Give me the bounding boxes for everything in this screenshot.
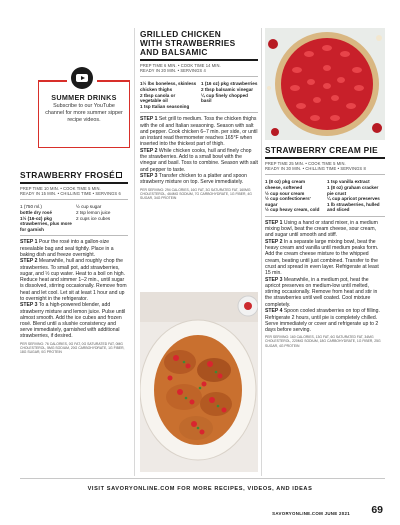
ingredients-right xyxy=(201,81,258,109)
recipe-title: STRAWBERRY CREAM PIE xyxy=(265,145,378,155)
recipe-grilled-chicken xyxy=(140,30,258,201)
ingredients-rule xyxy=(20,199,128,200)
meta-line: READY IN 20 MIN. • SERVINGS 4 xyxy=(140,68,206,74)
promo-title: SUMMER DRINKS xyxy=(51,93,117,102)
ingredients-list xyxy=(140,81,258,109)
ingredient: ¼ cup apricot preserves xyxy=(327,196,380,202)
strawberry-pie-image xyxy=(265,28,385,140)
ingredients-left xyxy=(20,204,72,232)
step: STEP 3 To a high-powered blender, add strawberry mixture and lemon juice. Pulse until almost smooth. Add the ice cubes and frozen rosé. Blend until a slushie consistency and serve immediately, garnished with additional strawberries, if desired. xyxy=(20,302,126,340)
recipe-meta xyxy=(140,63,258,73)
step: STEP 3 Meanwhile, in a medium pot, heat the apricot preserves on medium-low until melted, stirring occasionally. Remove from heat and stir in the strawberries until well coated. Cool mixture completely. xyxy=(265,276,378,308)
nutrition-info: PER SERVING: 294 CALORIES, 16G FAT, 3G SATURATED FAT, 160MG CHOLESTEROL, 464MG SODIUM, 7G CARBOHYDRATE, 1G FIBER, 4G SUGAR, 34G PROTEIN xyxy=(140,187,252,201)
ingredients-left xyxy=(140,81,197,109)
ingredients-rule xyxy=(140,112,258,113)
ingredient: 2 tbsp canola or vegetable oil xyxy=(140,92,176,104)
ingredient: 1 lb strawberries, hulled and sliced xyxy=(327,201,380,213)
meta-line: PREP TIME 25 MIN. • COOK TIME 5 MIN. xyxy=(265,161,346,166)
step: STEP 2 In a separate large mixing bowl, beat the heavy cream and vanilla until medium peaks form. Add the cream cheese mixture to the whipped cream, beating until just combined. Transfer to the crust and spread in even layer. Refrigerate at least 15 min. xyxy=(265,239,379,277)
ingredients-rule xyxy=(265,216,385,217)
meta-line: PREP TIME 6 MIN. • COOK TIME 14 MIN. xyxy=(140,63,221,68)
ingredients-list xyxy=(265,179,385,213)
recipe-meta xyxy=(265,161,385,171)
recipe-title: STRAWBERRY FROSÉ xyxy=(20,170,116,180)
meta-line: PREP TIME 10 MIN. • COOK TIME 5 MIN. xyxy=(20,186,101,191)
ingredient: ½ cup confectioners' sugar xyxy=(265,196,311,207)
ingredients-rule xyxy=(140,76,258,77)
ingredient: ½ cup sugar xyxy=(76,204,102,210)
ingredient: 2 tsp lemon juice xyxy=(76,210,111,215)
meta-line: READY IN 30 MIN. • CHILLING TIME • SERVINGS 8 xyxy=(265,166,366,172)
footer-rule xyxy=(20,478,385,479)
title-rule xyxy=(265,157,385,159)
recipe-title: GRILLED CHICKEN xyxy=(140,29,222,39)
ingredient: 1 tsp vanilla extract xyxy=(327,179,370,185)
recipe-card-icon xyxy=(116,172,122,178)
step: STEP 2 While chicken cooks, hull and finely chop the strawberries. Add to a small bowl with the vinegar and basil. Toss to combine. Season with salt and pepper to taste. xyxy=(140,147,258,173)
recipe-strawberry-frose xyxy=(20,171,128,355)
footer-masthead: SAVORYONLINE.COM JUNE 2021 xyxy=(272,511,350,516)
ingredient: 2 tbsp balsamic vinegar xyxy=(201,87,254,92)
ingredients-rule xyxy=(20,235,128,236)
ingredient: 1 tsp Italian seasoning xyxy=(140,103,190,109)
meta-line: READY IN 15 MIN. • CHILLING TIME • SERVINGS 6 xyxy=(20,191,121,197)
page-number: 69 xyxy=(371,504,383,516)
column-divider xyxy=(261,28,262,476)
title-rule xyxy=(140,59,258,61)
chicken-plate-image xyxy=(140,292,258,472)
ingredients-list xyxy=(20,204,128,232)
ingredient: 1½ (16-oz) pkg strawberries, plus more for garnish xyxy=(20,215,72,232)
ingredient: ½ cup heavy cream, cold xyxy=(265,207,320,213)
ingredients-left xyxy=(265,179,323,213)
recipe-title: AND BALSAMIC xyxy=(140,47,208,57)
ingredient: bottle dry rosé xyxy=(20,210,52,215)
nutrition-info: PER SERVING: 160 CALORIES, 13G FAT, 6G SATURATED FAT, 34MG CHOLESTEROL, 220MG SODIUM, 18G CARBOHYDRATE, 1G FIBER, 25G SUGAR, 4G PROTEIN xyxy=(265,335,381,348)
ingredients-right xyxy=(327,179,385,213)
pie-photo xyxy=(265,28,385,140)
ingredients-right xyxy=(76,204,128,232)
recipe-steps xyxy=(265,220,385,333)
step: STEP 1 Set grill to medium. Toss the chicken thighs with the oil and Italian seasoning. Season with salt and pepper. Cook chicken 6–7 min. per side, or until an instant read thermometer reaches 165°F when inserted into the thickest part of thigh. xyxy=(140,116,258,148)
step: STEP 4 Spoon cooled strawberries on top of filling. Refrigerate 2 hours, until pie is completely chilled. Serve immediately or cover and refrigerate up to 2 days before serving. xyxy=(265,308,380,333)
ingredients-rule xyxy=(265,174,385,175)
promo-body: Subscribe to our YouTube channel for more summer sipper recipe videos. xyxy=(45,103,123,123)
ingredient: 1 (8 oz) graham cracker pie crust xyxy=(327,185,379,196)
recipe-strawberry-cream-pie xyxy=(265,146,385,348)
step: STEP 1 Pour the rosé into a gallon-size resealable bag and seal tightly. Place in a baking dish and freeze overnight. xyxy=(20,239,114,258)
ingredient: ½ cup sour cream xyxy=(265,190,305,196)
youtube-play-icon[interactable] xyxy=(71,67,93,89)
title-rule xyxy=(20,182,128,184)
ingredient: 1 (750 ml.) xyxy=(20,204,42,210)
ingredient: ¼ cup finely chopped basil xyxy=(201,92,248,104)
ingredient: 1 (8 oz) pkg cream cheese, softened xyxy=(265,179,306,190)
ingredient: 1 (16 oz) pkg strawberries xyxy=(201,81,258,87)
chicken-photo xyxy=(140,292,258,472)
recipe-meta xyxy=(20,186,128,196)
column-divider xyxy=(134,28,135,476)
ingredient: 2 cups ice cubes xyxy=(76,215,111,221)
step: STEP 1 Using a hand or stand mixer, in a medium mixing bowl, beat the cream cheese, sour cream, and sugar until smooth and stiff. xyxy=(265,219,378,239)
step: STEP 3 Transfer chicken to a platter and spoon strawberry mixture on top. Serve immediately. xyxy=(140,173,247,186)
step: STEP 2 Meanwhile, hull and roughly chop the strawberries. To small pot, add strawberries, sugar, and ½ cup water. Heat to a boil on high. Reduce heat and simmer 1–2 min., until sugar is dissolved, stirring occasionally. Remove from heat and let cool. Let sit at least 1 hour and up to overnight in the refrigerator. xyxy=(20,258,127,302)
nutrition-info: PER SERVING: 76 CALORIES, 0G FAT, 0G SATURATED FAT, 0MG CHOLESTEROL, 5MG SODIUM, 20G CARBOHYDRATE, 1G FIBER, 18G SUGAR, 0G PROTEIN xyxy=(20,341,125,355)
ingredient: 1½ lbs boneless, skinless chicken thighs xyxy=(140,81,197,92)
recipe-steps xyxy=(140,116,258,185)
footer-cta[interactable]: VISIT SAVORYONLINE.COM FOR MORE RECIPES, VIDEOS, AND IDEAS xyxy=(87,486,313,492)
recipe-title: WITH STRAWBERRIES xyxy=(140,38,236,48)
recipe-steps xyxy=(20,239,128,339)
